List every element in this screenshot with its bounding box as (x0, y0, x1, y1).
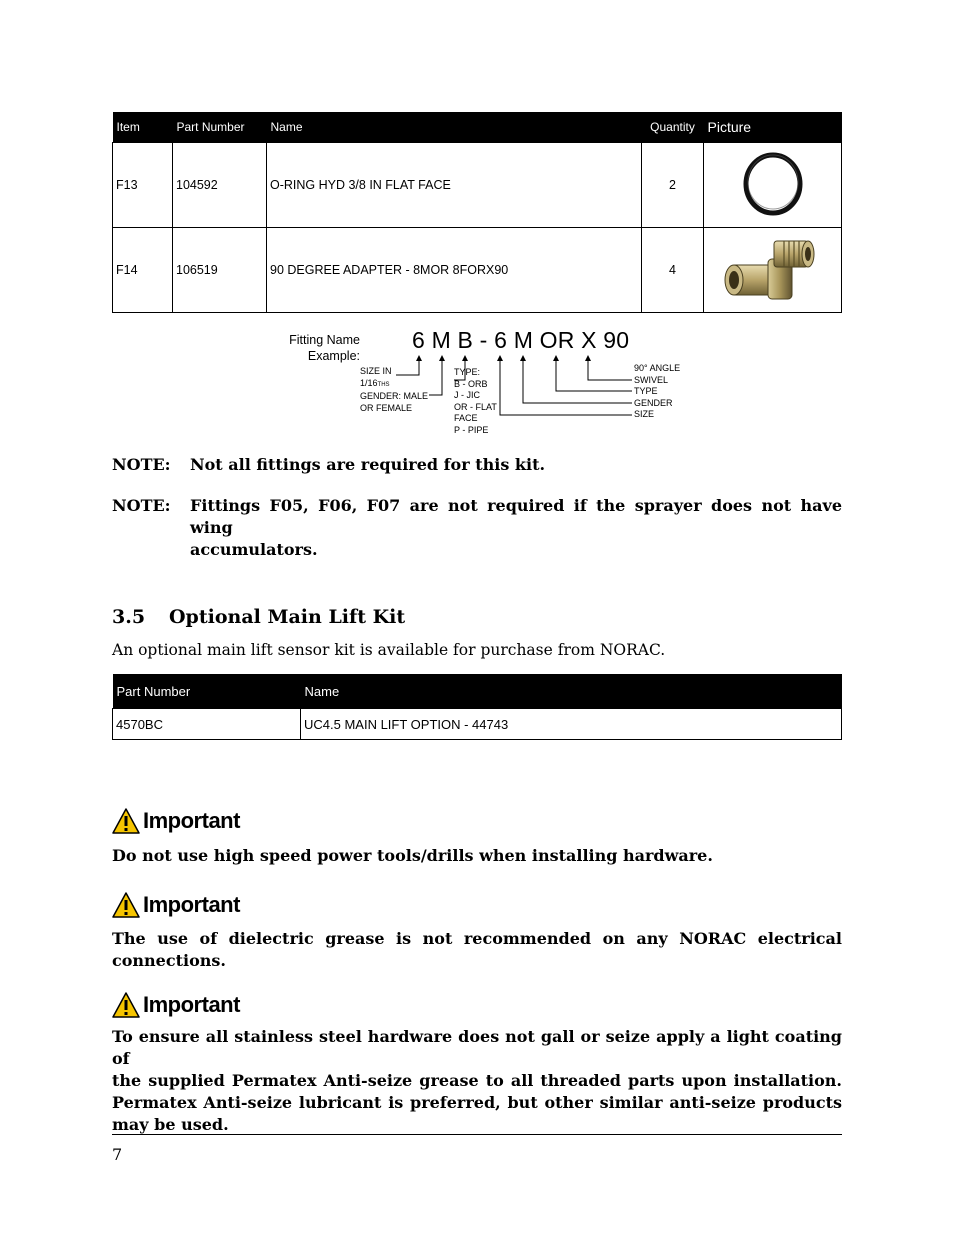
fitting-code: 6 M B - 6 M OR X 90 (412, 327, 630, 353)
gender-line2: OR FEMALE (360, 402, 413, 413)
cell-quantity: 4 (642, 228, 704, 313)
cell-picture (704, 228, 842, 313)
col-part-number: Part Number (113, 674, 301, 709)
size-unit-sub: THS (377, 381, 390, 388)
size-label (360, 366, 428, 414)
cell-quantity: 2 (642, 143, 704, 228)
label-line2: Example: (307, 349, 360, 363)
gender-label-right: GENDER (634, 397, 673, 408)
col-picture: Picture (704, 112, 842, 143)
cell-name: O-RING HYD 3/8 IN FLAT FACE (267, 143, 642, 228)
note-text-line: Fittings F05, F06, F07 are not required if the sprayer does not have wing (190, 496, 842, 537)
right-labels (634, 363, 680, 421)
warning-icon (112, 992, 140, 1018)
important-block-2 (112, 890, 842, 972)
note-label: NOTE: (112, 496, 171, 515)
important-block-3 (112, 990, 842, 1136)
note-2 (112, 495, 842, 561)
kit-table-header (113, 674, 842, 709)
type-line: J - JIC (454, 390, 480, 400)
col-item: Item (113, 112, 173, 143)
cell-part-number: 104592 (173, 143, 267, 228)
size-unit-text (360, 378, 428, 392)
important-heading-text: Important (143, 808, 240, 833)
cell-item: F13 (113, 143, 173, 228)
cell-name: 90 DEGREE ADAPTER - 8MOR 8FORX90 (267, 228, 642, 313)
kit-table (112, 674, 842, 740)
warning-icon (112, 892, 140, 918)
note-label: NOTE: (112, 455, 171, 474)
note-text: Not all fittings are required for this kit. (190, 455, 546, 474)
page-number: 7 (112, 1145, 123, 1164)
cell-item: F14 (113, 228, 173, 313)
section-heading (112, 606, 405, 628)
angle-label: 90° ANGLE (634, 363, 681, 373)
col-part-number: Part Number (173, 112, 267, 143)
type-line: B - ORB (454, 378, 488, 389)
type-line: FACE (454, 413, 478, 423)
cell-name: UC4.5 MAIN LIFT OPTION - 44743 (301, 709, 842, 740)
type-line: OR - FLAT (454, 401, 497, 412)
parts-table (112, 112, 842, 313)
col-name: Name (301, 674, 842, 709)
section-intro: An optional main lift sensor kit is available for purchase from NORAC. (112, 641, 666, 659)
note-1 (112, 454, 842, 476)
important-text-line: connections. (112, 951, 226, 970)
table-row (113, 709, 842, 740)
section-number: 3.5 (112, 606, 146, 628)
important-text-line: may be used. (112, 1115, 229, 1134)
type-label-right: TYPE (634, 386, 658, 396)
type-label (454, 367, 497, 436)
size-in-text: SIZE IN (360, 366, 392, 376)
section-title: Optional Main Lift Kit (169, 606, 406, 628)
cell-part-number: 106519 (173, 228, 267, 313)
cell-picture (704, 143, 842, 228)
important-heading (112, 890, 842, 920)
note-text-line: accumulators. (190, 540, 318, 559)
col-quantity: Quantity (642, 112, 704, 143)
important-heading (112, 990, 842, 1020)
size-label-right: SIZE (634, 409, 655, 419)
important-text-line: To ensure all stainless steel hardware does not gall or seize apply a light coating of (112, 1027, 842, 1068)
o-ring-icon (738, 149, 808, 219)
important-text-line: The use of dielectric grease is not recommended on any NORAC electrical (112, 929, 842, 948)
gender-line1: GENDER: MALE (360, 391, 429, 401)
important-text-line: Do not use high speed power tools/drills when installing hardware. (112, 846, 713, 865)
size-unit: 1/16 (360, 377, 378, 388)
swivel-label: SWIVEL (634, 374, 669, 385)
footer-divider (112, 1134, 842, 1135)
important-heading-text: Important (143, 892, 240, 917)
table-row (113, 143, 842, 228)
important-heading (112, 806, 842, 836)
important-heading-text: Important (143, 992, 240, 1017)
col-name: Name (267, 112, 642, 143)
cell-part-number: 4570BC (113, 709, 301, 740)
table-row (113, 228, 842, 313)
label-line1: Fitting Name (289, 333, 360, 347)
elbow-adapter-icon (718, 231, 828, 307)
important-text-line: the supplied Permatex Anti-seize grease to all threaded parts upon installation. (112, 1071, 842, 1090)
type-line: P - PIPE (454, 424, 489, 435)
type-line: TYPE: (454, 367, 481, 377)
warning-icon (112, 808, 140, 834)
important-block-1 (112, 806, 842, 867)
important-text-line: Permatex Anti-seize lubricant is preferred, but other similar anti-seize products (112, 1093, 842, 1112)
parts-table-header (113, 112, 842, 143)
